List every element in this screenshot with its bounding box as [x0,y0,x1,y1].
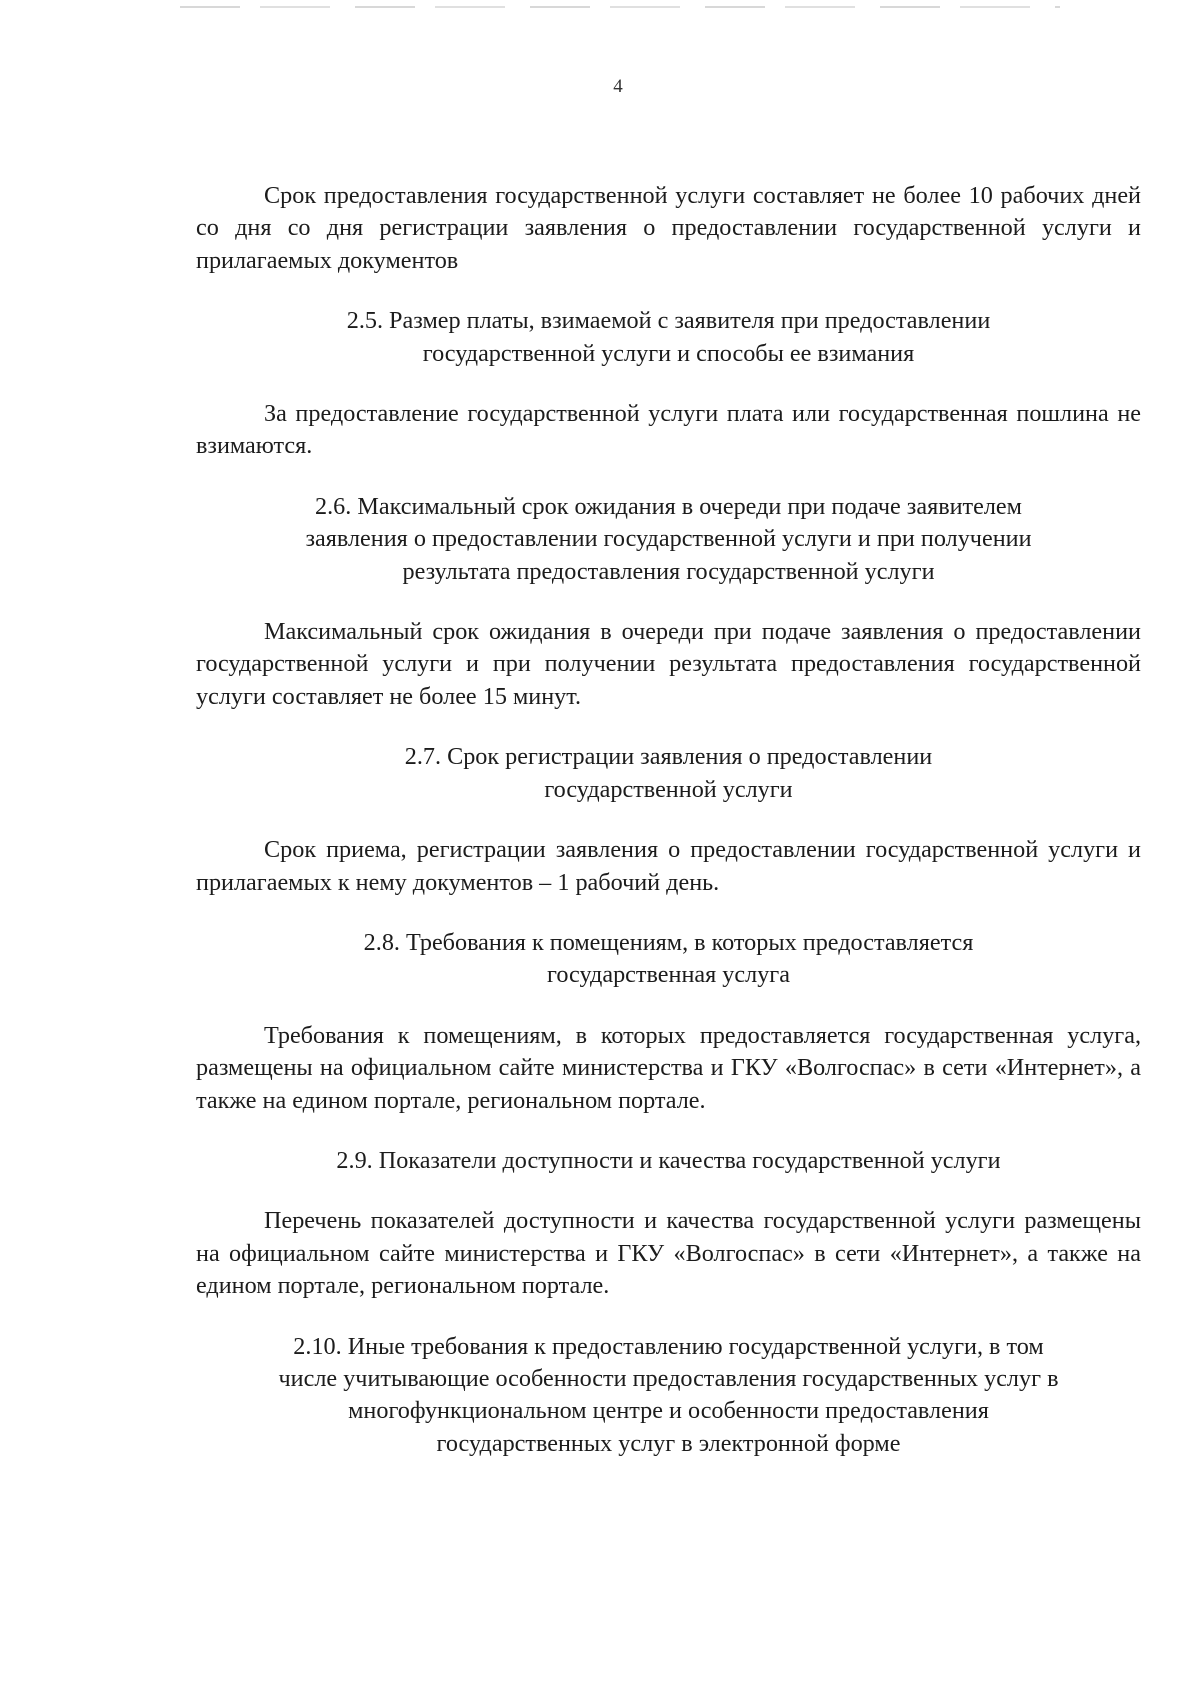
heading-2-10 [196,1331,1141,1461]
heading-line: государственной услуги и способы ее взимания [422,339,915,367]
heading-line: числе учитывающие особенности предоставления государственных услуг в [278,1364,1059,1392]
page-number: 4 [613,76,623,97]
heading-line: государственная услуга [547,961,790,989]
heading-line: 2.7. Срок регистрации заявления о предоставлении [404,743,933,771]
paragraph-fee: За предоставление государственной услуги плата или государственная пошлина не взимаются. [196,400,1141,460]
paragraph-registration-term: Срок приема, регистрации заявления о предоставлении государственной услуги и прилагаемых к нему документов – 1 рабочий день. [196,836,1141,896]
heading-line: 2.5. Размер платы, взимаемой с заявителя при предоставлении [346,307,991,335]
paragraph-premises: Требования к помещениям, в которых предоставляется государственная услуга, размещены на официальном сайте министерства и ГКУ «Волгоспас» в сети «Интернет», а также на едином портале, региональном портале. [196,1021,1141,1114]
heading-line: заявления о предоставлении государственной услуги и при получении [305,525,1032,553]
heading-line: 2.9. Показатели доступности и качества государственной услуги [336,1146,1001,1174]
heading-2-5 [196,305,1141,370]
paragraph-queue-time: Максимальный срок ожидания в очереди при подаче заявления о предоставлении государственной услуги и при получении результата предоставления государственной услуги составляет не более 15 минут. [196,618,1141,710]
document-body [196,180,1141,1460]
scan-artifact-line [180,6,1060,8]
heading-line: 2.8. Требования к помещениям, в которых предоставляется [363,928,974,956]
paragraph-quality-indicators: Перечень показателей доступности и качества государственной услуги размещены на официальном сайте министерства и ГКУ «Волгоспас» в сети «Интернет», а также на едином портале, региональном портале. [196,1207,1141,1300]
heading-line: результата предоставления государственной услуги [402,557,935,585]
heading-2-7 [196,741,1141,806]
paragraph-service-term: Срок предоставления государственной услуги составляет не более 10 рабочих дней со дня со дня регистрации заявления о предоставлении государственной услуги и прилагаемых документов [196,182,1141,274]
heading-line: государственных услуг в электронной форме [436,1429,901,1457]
heading-2-6 [196,491,1141,588]
heading-line: многофункциональном центре и особенности предоставления [348,1397,989,1425]
heading-line: 2.10. Иные требования к предоставлению государственной услуги, в том [293,1332,1044,1360]
heading-line: 2.6. Максимальный срок ожидания в очереди при подаче заявителем [315,492,1022,520]
heading-line: государственной услуги [544,775,793,803]
heading-2-8 [196,927,1141,992]
heading-2-9 [196,1145,1141,1177]
